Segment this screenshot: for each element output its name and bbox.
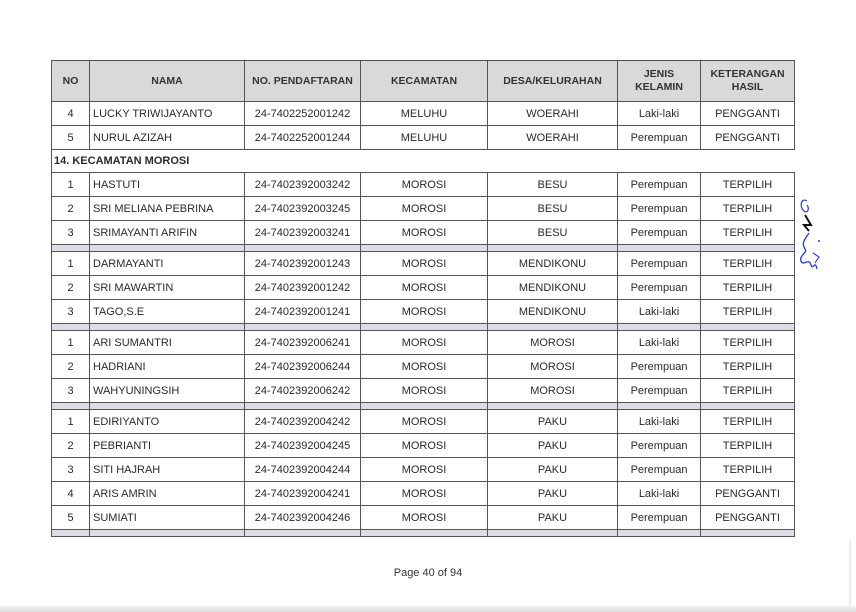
cell-nama: SRI MAWARTIN bbox=[90, 276, 245, 300]
cell-desa: BESU bbox=[488, 173, 618, 197]
table-row bbox=[52, 221, 795, 245]
signature-initials bbox=[795, 195, 829, 277]
cell-kecamatan: MOROSI bbox=[361, 434, 488, 458]
cell-no: 2 bbox=[52, 434, 90, 458]
group-separator bbox=[52, 245, 795, 252]
cell-nama: ARIS AMRIN bbox=[90, 482, 245, 506]
group-separator bbox=[52, 324, 795, 331]
cell-kecamatan: MOROSI bbox=[361, 252, 488, 276]
cell-nama: SITI HAJRAH bbox=[90, 458, 245, 482]
page-number: Page 40 of 94 bbox=[393, 567, 463, 579]
cell-keterangan: PENGGANTI bbox=[701, 102, 795, 126]
results-table bbox=[51, 60, 795, 537]
separator-cell bbox=[90, 530, 245, 537]
cell-kecamatan: MOROSI bbox=[361, 379, 488, 403]
cell-nama: LUCKY TRIWIJAYANTO bbox=[90, 102, 245, 126]
cell-kecamatan: MOROSI bbox=[361, 355, 488, 379]
cell-no: 5 bbox=[52, 506, 90, 530]
cell-no: 2 bbox=[52, 355, 90, 379]
cell-keterangan: TERPILIH bbox=[701, 458, 795, 482]
separator-cell bbox=[90, 324, 245, 331]
cell-no: 3 bbox=[52, 379, 90, 403]
separator-cell bbox=[701, 403, 795, 410]
separator-cell bbox=[701, 530, 795, 537]
group-separator bbox=[52, 530, 795, 537]
cell-desa: PAKU bbox=[488, 458, 618, 482]
cell-kecamatan: MOROSI bbox=[361, 300, 488, 324]
cell-no: 5 bbox=[52, 126, 90, 150]
cell-desa: PAKU bbox=[488, 410, 618, 434]
cell-pendaftaran: 24-7402392004245 bbox=[245, 434, 361, 458]
cell-keterangan: TERPILIH bbox=[701, 300, 795, 324]
cell-nama: EDIRIYANTO bbox=[90, 410, 245, 434]
cell-pendaftaran: 24-7402392001242 bbox=[245, 276, 361, 300]
cell-jenis-kelamin: Perempuan bbox=[618, 173, 701, 197]
table-row bbox=[52, 300, 795, 324]
separator-cell bbox=[488, 530, 618, 537]
cell-kecamatan: MOROSI bbox=[361, 331, 488, 355]
cell-desa: MENDIKONU bbox=[488, 300, 618, 324]
page-edge-bottom bbox=[0, 606, 856, 612]
cell-kecamatan: MOROSI bbox=[361, 458, 488, 482]
cell-nama: SRIMAYANTI ARIFIN bbox=[90, 221, 245, 245]
cell-pendaftaran: 24-7402392003242 bbox=[245, 173, 361, 197]
separator-cell bbox=[618, 324, 701, 331]
cell-nama: WAHYUNINGSIH bbox=[90, 379, 245, 403]
separator-cell bbox=[361, 245, 488, 252]
cell-keterangan: TERPILIH bbox=[701, 355, 795, 379]
cell-no: 4 bbox=[52, 482, 90, 506]
separator-cell bbox=[245, 324, 361, 331]
cell-no: 2 bbox=[52, 276, 90, 300]
cell-kecamatan: MOROSI bbox=[361, 221, 488, 245]
table-row bbox=[52, 482, 795, 506]
table-row bbox=[52, 410, 795, 434]
separator-cell bbox=[488, 403, 618, 410]
cell-kecamatan: MOROSI bbox=[361, 197, 488, 221]
cell-kecamatan: MELUHU bbox=[361, 126, 488, 150]
cell-jenis-kelamin: Perempuan bbox=[618, 506, 701, 530]
cell-pendaftaran: 24-7402392004244 bbox=[245, 458, 361, 482]
cell-keterangan: TERPILIH bbox=[701, 276, 795, 300]
cell-no: 1 bbox=[52, 252, 90, 276]
separator-cell bbox=[52, 403, 90, 410]
cell-pendaftaran: 24-7402252001244 bbox=[245, 126, 361, 150]
cell-jenis-kelamin: Perempuan bbox=[618, 458, 701, 482]
separator-cell bbox=[245, 403, 361, 410]
cell-keterangan: PENGGANTI bbox=[701, 482, 795, 506]
cell-keterangan: TERPILIH bbox=[701, 197, 795, 221]
cell-nama: PEBRIANTI bbox=[90, 434, 245, 458]
cell-pendaftaran: 24-7402392004242 bbox=[245, 410, 361, 434]
cell-desa: MENDIKONU bbox=[488, 276, 618, 300]
cell-kecamatan: MELUHU bbox=[361, 102, 488, 126]
cell-jenis-kelamin: Laki-laki bbox=[618, 331, 701, 355]
group-separator bbox=[52, 403, 795, 410]
cell-desa: WOERAHI bbox=[488, 126, 618, 150]
table-row bbox=[52, 102, 795, 126]
cell-keterangan: PENGGANTI bbox=[701, 506, 795, 530]
cell-pendaftaran: 24-7402392003241 bbox=[245, 221, 361, 245]
cell-no: 2 bbox=[52, 197, 90, 221]
cell-keterangan: TERPILIH bbox=[701, 221, 795, 245]
separator-cell bbox=[90, 245, 245, 252]
cell-no: 1 bbox=[52, 173, 90, 197]
header-keterangan: KETERANGAN HASIL bbox=[701, 61, 795, 102]
cell-desa: WOERAHI bbox=[488, 102, 618, 126]
cell-keterangan: TERPILIH bbox=[701, 434, 795, 458]
cell-jenis-kelamin: Laki-laki bbox=[618, 482, 701, 506]
table-row bbox=[52, 434, 795, 458]
separator-cell bbox=[701, 245, 795, 252]
separator-cell bbox=[245, 245, 361, 252]
cell-keterangan: TERPILIH bbox=[701, 252, 795, 276]
separator-cell bbox=[90, 403, 245, 410]
cell-kecamatan: MOROSI bbox=[361, 410, 488, 434]
cell-no: 1 bbox=[52, 410, 90, 434]
cell-pendaftaran: 24-7402252001242 bbox=[245, 102, 361, 126]
table-row bbox=[52, 126, 795, 150]
table-row bbox=[52, 331, 795, 355]
cell-pendaftaran: 24-7402392006241 bbox=[245, 331, 361, 355]
cell-jenis-kelamin: Perempuan bbox=[618, 221, 701, 245]
cell-jenis-kelamin: Perempuan bbox=[618, 276, 701, 300]
cell-nama: HADRIANI bbox=[90, 355, 245, 379]
cell-keterangan: TERPILIH bbox=[701, 331, 795, 355]
cell-keterangan: PENGGANTI bbox=[701, 126, 795, 150]
table-row bbox=[52, 252, 795, 276]
cell-desa: PAKU bbox=[488, 434, 618, 458]
cell-desa: MOROSI bbox=[488, 331, 618, 355]
separator-cell bbox=[361, 530, 488, 537]
separator-cell bbox=[618, 403, 701, 410]
cell-nama: NURUL AZIZAH bbox=[90, 126, 245, 150]
table-row bbox=[52, 458, 795, 482]
cell-keterangan: TERPILIH bbox=[701, 410, 795, 434]
cell-nama: DARMAYANTI bbox=[90, 252, 245, 276]
cell-no: 4 bbox=[52, 102, 90, 126]
separator-cell bbox=[488, 245, 618, 252]
cell-desa: MOROSI bbox=[488, 379, 618, 403]
header-pendaftaran: NO. PENDAFTARAN bbox=[245, 61, 361, 102]
cell-nama: HASTUTI bbox=[90, 173, 245, 197]
cell-no: 3 bbox=[52, 221, 90, 245]
cell-jenis-kelamin: Perempuan bbox=[618, 197, 701, 221]
cell-desa: BESU bbox=[488, 197, 618, 221]
table-row bbox=[52, 355, 795, 379]
cell-pendaftaran: 24-7402392004241 bbox=[245, 482, 361, 506]
cell-jenis-kelamin: Perempuan bbox=[618, 379, 701, 403]
separator-cell bbox=[245, 530, 361, 537]
cell-kecamatan: MOROSI bbox=[361, 173, 488, 197]
cell-pendaftaran: 24-7402392001243 bbox=[245, 252, 361, 276]
cell-nama: ARI SUMANTRI bbox=[90, 331, 245, 355]
cell-jenis-kelamin: Laki-laki bbox=[618, 410, 701, 434]
separator-cell bbox=[361, 403, 488, 410]
cell-no: 1 bbox=[52, 331, 90, 355]
table-row bbox=[52, 506, 795, 530]
separator-cell bbox=[361, 324, 488, 331]
cell-pendaftaran: 24-7402392001241 bbox=[245, 300, 361, 324]
header-no: NO bbox=[52, 61, 90, 102]
separator-cell bbox=[488, 324, 618, 331]
cell-jenis-kelamin: Perempuan bbox=[618, 355, 701, 379]
separator-cell bbox=[52, 324, 90, 331]
separator-cell bbox=[618, 245, 701, 252]
cell-kecamatan: MOROSI bbox=[361, 482, 488, 506]
cell-jenis-kelamin: Perempuan bbox=[618, 126, 701, 150]
cell-pendaftaran: 24-7402392006244 bbox=[245, 355, 361, 379]
cell-keterangan: TERPILIH bbox=[701, 379, 795, 403]
cell-keterangan: TERPILIH bbox=[701, 173, 795, 197]
cell-nama: SUMIATI bbox=[90, 506, 245, 530]
cell-jenis-kelamin: Laki-laki bbox=[618, 300, 701, 324]
cell-kecamatan: MOROSI bbox=[361, 276, 488, 300]
table-body bbox=[52, 102, 795, 537]
section-title-row bbox=[52, 150, 795, 173]
header-nama: NAMA bbox=[90, 61, 245, 102]
separator-cell bbox=[618, 530, 701, 537]
table-header-row bbox=[52, 61, 795, 102]
cell-kecamatan: MOROSI bbox=[361, 506, 488, 530]
separator-cell bbox=[52, 245, 90, 252]
cell-nama: SRI MELIANA PEBRINA bbox=[90, 197, 245, 221]
table-row bbox=[52, 276, 795, 300]
separator-cell bbox=[52, 530, 90, 537]
cell-desa: BESU bbox=[488, 221, 618, 245]
table-row bbox=[52, 197, 795, 221]
cell-desa: PAKU bbox=[488, 506, 618, 530]
header-kecamatan: KECAMATAN bbox=[361, 61, 488, 102]
cell-desa: MENDIKONU bbox=[488, 252, 618, 276]
cell-jenis-kelamin: Laki-laki bbox=[618, 102, 701, 126]
cell-nama: TAGO,S.E bbox=[90, 300, 245, 324]
cell-pendaftaran: 24-7402392004246 bbox=[245, 506, 361, 530]
separator-cell bbox=[701, 324, 795, 331]
cell-no: 3 bbox=[52, 300, 90, 324]
cell-pendaftaran: 24-7402392006242 bbox=[245, 379, 361, 403]
header-desa: DESA/KELURAHAN bbox=[488, 61, 618, 102]
cell-no: 3 bbox=[52, 458, 90, 482]
page-edge bbox=[848, 540, 851, 606]
header-jenis-kelamin: JENIS KELAMIN bbox=[618, 61, 701, 102]
section-title: 14. KECAMATAN MOROSI bbox=[52, 150, 795, 173]
cell-desa: MOROSI bbox=[488, 355, 618, 379]
cell-pendaftaran: 24-7402392003245 bbox=[245, 197, 361, 221]
table-row bbox=[52, 173, 795, 197]
table-row bbox=[52, 379, 795, 403]
cell-jenis-kelamin: Perempuan bbox=[618, 434, 701, 458]
cell-desa: PAKU bbox=[488, 482, 618, 506]
cell-jenis-kelamin: Perempuan bbox=[618, 252, 701, 276]
